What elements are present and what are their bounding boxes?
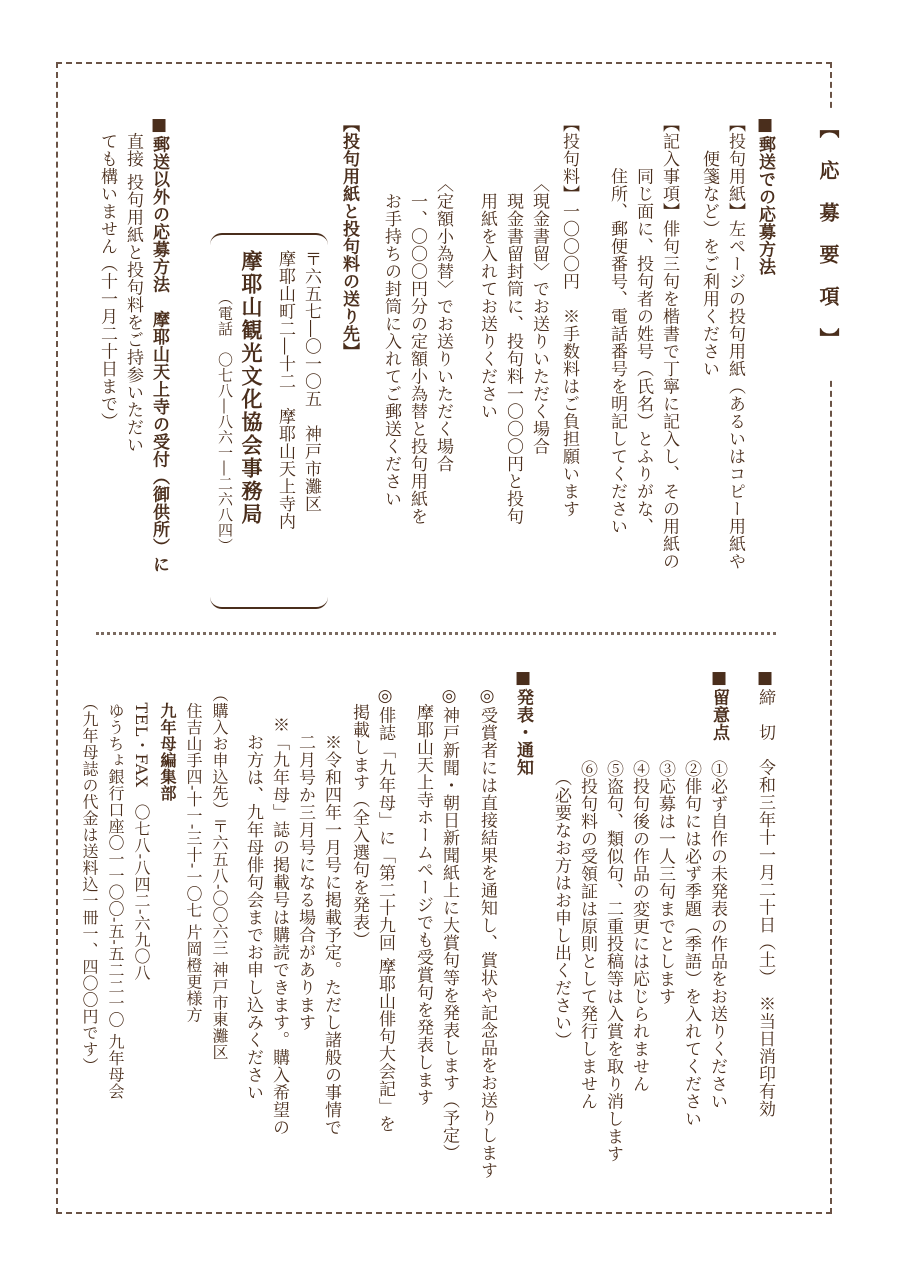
address-line: 摩耶山町二―十二 摩耶山天上寺内 (275, 250, 295, 530)
announcement-line: ◎受賞者には直接結果を通知し、賞状や記念品をお送りします (477, 686, 497, 1179)
announcement-line: 摩耶山天上寺ホームページでも受賞句を発表します (413, 686, 433, 1106)
deadline: ■締 切 令和三年十一月二十日（土） ※当日消印有効 (755, 668, 775, 1118)
announcement-line: ※令和四年一月号に掲載予定。ただし諸般の事情で (321, 716, 341, 1136)
entry-line: 同じ面に、投句者の姓号（氏名）とふりがな、 (633, 115, 653, 535)
address-line: 〒六五七―〇一〇五 神戸市灘区 (301, 250, 321, 513)
announcement-line: お方は、九年母俳句会までお申し込みください (243, 716, 263, 1101)
phone-number: （電話 〇七八―八六一―二六八四） (216, 290, 234, 554)
fee-line: お手持ちの封筒に入れてご郵送ください (381, 175, 401, 508)
other-method-line: 直接 投句用紙と投句料をご持参いただい (123, 115, 143, 454)
destination-heading: 【投句用紙と投句料の送り先】 (339, 115, 359, 360)
announcement-line: 掲載します（全入選句を発表） (349, 686, 369, 949)
note-item: ③応募は一人三句までとします (655, 760, 675, 1005)
other-method-heading: ■郵送以外の応募方法 摩耶山天上寺の受付（御供所）に (149, 115, 169, 573)
section-divider (96, 632, 776, 638)
announcement-line: ◎神戸新聞・朝日新聞紙上に大賞句等を発表します（予定） (439, 686, 459, 1162)
fee-line: 〈定額小為替〉でお送りいただく場合 (433, 175, 453, 473)
fee-line: 一、〇〇〇円分の定額小為替と投句用紙を (407, 175, 427, 525)
paper-line: 【投句用紙】左ページの投句用紙（あるいはコピー用紙や (725, 115, 745, 570)
organization-name: 摩耶山観光文化協会事務局 (239, 250, 264, 526)
purchase-line: 九年母編集部 (158, 686, 177, 802)
fee-line: 【投句料】一〇〇〇円 ※手数料はご負担願います (559, 115, 579, 518)
announcement-line: ※「九年母」誌の掲載号は購読できます。購入希望の (269, 716, 289, 1136)
note-item: ⑤盗句、類似句、二重投稿等は入賞を取り消します (603, 760, 623, 1163)
fee-line: 〈現金書留〉でお送りいただく場合 (529, 175, 549, 455)
purchase-line: TEL・FAX 〇七八‐八四二‐六九〇八 (132, 686, 151, 981)
notes-heading: ■留意点 (709, 668, 729, 741)
note-item: ①必ず自作の未発表の作品をお送りください (707, 760, 727, 1110)
page-title: 【応募要項】 (814, 110, 842, 378)
note-item: ④投句後の作品の変更には応じられません (629, 760, 649, 1093)
note-item: ②俳句には必ず季題（季語）を入れてください (681, 760, 701, 1128)
fee-line: 現金書留封筒に、投句料一〇〇〇円と投句 (503, 175, 523, 525)
entry-line: 【記入事項】俳句三句を楷書で丁寧に記入し、その用紙の (659, 115, 679, 570)
purchase-line: （購入お申込先）〒六五八‐〇〇六三 神戸市東灘区 (210, 686, 229, 1061)
other-method-line: ても構いません（十一月二十日まで） (97, 115, 117, 430)
section-heading-mail: ■郵送での応募方法 (755, 115, 775, 276)
note-item: ⑥投句料の受領証は原則として発行しません (577, 760, 597, 1110)
note-item: （必要なお方はお申し出ください） (551, 760, 571, 1049)
announcement-line: 二月号か三月号になる場合があります (295, 716, 315, 1031)
announcement-heading: ■発表・通知 (513, 668, 533, 776)
fee-line: 用紙を入れてお送りください (477, 175, 497, 420)
announcement-line: ◎俳誌「九年母」に「第二十九回 摩耶山俳句大会記」を (375, 686, 395, 1133)
purchase-line: ゆうちょ銀行口座〇一一〇〇‐五‐五二二一〇 九年母会 (106, 686, 125, 1100)
entry-line: 住所、郵便番号、電話番号を明記してください (607, 115, 627, 535)
purchase-line: （九年母誌の代金は送料込一冊一、四〇〇円です） (80, 686, 99, 1074)
paper-line: 便箋など）をご利用ください (699, 115, 719, 378)
purchase-line: 住吉山手四‐十一‐三十‐一〇七 片岡橙更様方 (184, 686, 203, 1023)
